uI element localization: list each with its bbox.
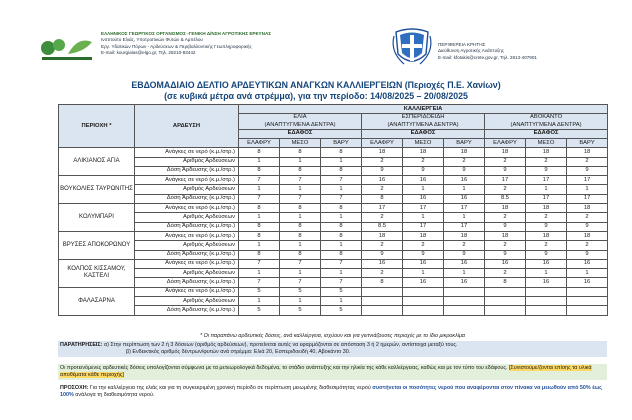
value-cell: 1 [321,157,362,166]
irrigation-metric-label: Ανάγκες σε νερό (κ.μ./στρ.) [135,287,239,296]
value-cell: 1 [444,213,485,222]
irrigation-metric-label: Αριθμός Αρδεύσεων [135,213,239,222]
value-cell: 9 [403,250,444,259]
value-cell: 1 [280,241,321,250]
value-cell: 7 [239,176,280,185]
soil-medium: ΜΕΣΟ [403,139,444,148]
value-cell: 1 [321,269,362,278]
irrigation-metric-label: Ανάγκες σε νερό (κ.μ./στρ.) [135,231,239,240]
institute-info [101,31,271,56]
irrigation-column-header: ΑΡΔΕΥΣΗ [135,105,239,148]
value-cell: 16 [444,176,485,185]
value-cell: 7 [321,278,362,287]
attention-text: Για την καλλιέργεια της ελιάς και για τη συγκεκριμένη χρονική περίοδο σε περίπτωση μειωμένης διαθεσιμότητας νερού [89,385,371,391]
value-cell: 2 [526,157,567,166]
value-cell: 1 [239,241,280,250]
value-cell: 18 [526,204,567,213]
value-cell: 17 [444,204,485,213]
value-cell: 8 [280,148,321,157]
value-cell [485,287,526,296]
value-cell: 8 [485,278,526,287]
value-cell: 1 [321,297,362,306]
value-cell [444,306,485,315]
soil-medium: ΜΕΣΟ [280,139,321,148]
value-cell: 9 [403,166,444,175]
value-cell: 18 [362,231,403,240]
region-name: ΚΟΛΥΜΠΑΡΙ [59,204,135,232]
value-cell: 16 [526,259,567,268]
crops-header: ΚΑΛΛΙΕΡΓΕΙΑ [239,105,608,114]
irrigation-metric-label: Ανάγκες σε νερό (κ.μ./στρ.) [135,259,239,268]
value-cell: 8 [280,204,321,213]
region-column-header: ΠΕΡΙΟΧΗ * [59,105,135,148]
value-cell [362,297,403,306]
value-cell: 1 [321,213,362,222]
value-cell: 5 [280,287,321,296]
table-row [59,278,608,287]
value-cell: 2 [362,269,403,278]
value-cell: 18 [485,148,526,157]
irrigation-metric-label: Ανάγκες σε νερό (κ.μ./στρ.) [135,204,239,213]
value-cell: 7 [321,259,362,268]
value-cell [485,297,526,306]
table-row [59,287,608,296]
value-cell: 7 [239,194,280,203]
value-cell: 2 [526,241,567,250]
irrigation-metric-label: Ανάγκες σε νερό (κ.μ./στρ.) [135,176,239,185]
value-cell: 16 [403,278,444,287]
region-contact: E-mail: kfotakis@crete.gov.gr, Τηλ. 2813-407901 [438,54,537,60]
soil-medium: ΜΕΣΟ [526,139,567,148]
value-cell: 5 [321,287,362,296]
table-row [59,148,608,157]
table-row [59,259,608,268]
value-cell: 2 [485,269,526,278]
institute-line-2: Ινστιτούτο Ελιάς, Υποτροπικών Φυτών & Αμπέλου [101,37,203,43]
value-cell: 16 [403,176,444,185]
soil-header: ΕΔΑΦΟΣ [362,129,485,138]
value-cell: 18 [567,148,608,157]
value-cell: 8 [239,148,280,157]
value-cell: 2 [567,213,608,222]
value-cell: 16 [403,194,444,203]
value-cell [362,287,403,296]
value-cell: 8 [321,166,362,175]
irrigation-metric-label: Δόση Άρδευσης (κ.μ./στρ.) [135,166,239,175]
value-cell: 9 [362,250,403,259]
value-cell: 7 [280,278,321,287]
value-cell: 2 [485,185,526,194]
table-row [59,166,608,175]
remark-a: α) Στην περίπτωση των 2 ή 3 δόσεων (αριθμός αρδεύσεων), προτείνεται αυτές να εφαρμόζονται σε απόσταση 3 ή 2 ημερών, αντίστοιχα μεταξύ τους. [103,342,458,348]
value-cell: 8 [321,204,362,213]
value-cell: 8 [239,222,280,231]
value-cell: 9 [444,250,485,259]
greek-coat-of-arms-icon [390,26,434,70]
table-row [59,231,608,240]
method-note [58,364,607,380]
value-cell: 1 [403,269,444,278]
value-cell: 7 [280,259,321,268]
soil-heavy: ΒΑΡΥ [321,139,362,148]
value-cell: 7 [239,259,280,268]
region-name: ΒΡΥΣΕΣ ΑΠΟΚΟΡΩΝΟΥ [59,231,135,259]
institute-contact: E-mail: kourgialas@elgo.gr, Τηλ. 28210-83442 [101,49,196,55]
method-text: Οι προτεινόμενες αρδευτικές δόσεις υπολογίζονται σύμφωνα με τα μετεωρολογικά δεδομένα, το στάδιο ανάπτυξης και την ηλικία της κάθε καλλιέργειας, καθώς και με τον τύπο του εδάφους. [60,365,508,371]
value-cell: 17 [567,194,608,203]
value-cell: 8 [362,278,403,287]
value-cell: 1 [403,185,444,194]
value-cell: 1 [526,185,567,194]
irrigation-metric-label: Αριθμός Αρδεύσεων [135,269,239,278]
soil-header: ΕΔΑΦΟΣ [239,129,362,138]
value-cell: 18 [403,148,444,157]
value-cell: 2 [444,157,485,166]
footnote: * Οι παραπάνω αρδευτικές δόσεις, ανά καλλιέργεια, ισχύουν και για γειτνιάζουσες περιοχές με το ίδιο μικροκλίμα [200,333,465,339]
irrigation-metric-label: Δόση Άρδευσης (κ.μ./στρ.) [135,306,239,315]
value-cell: 9 [485,222,526,231]
region-name: ΑΛΙΚΙΑΝΟΣ ΑΓΙΑ [59,148,135,176]
region-line-2: Διεύθυνση Αγροτικής Ανάπτυξης [438,48,504,54]
irrigation-metric-label: Αριθμός Αρδεύσεων [135,297,239,306]
table-row [59,250,608,259]
value-cell: 17 [526,176,567,185]
value-cell: 18 [444,148,485,157]
value-cell: 8.5 [485,194,526,203]
value-cell: 1 [444,185,485,194]
soil-heavy: ΒΑΡΥ [444,139,485,148]
value-cell: 9 [526,222,567,231]
value-cell: 8.5 [362,222,403,231]
value-cell: 2 [485,213,526,222]
value-cell: 8 [239,204,280,213]
value-cell [403,306,444,315]
crop-header-olive: ΕΛΙΑ (ΑΝΑΠΤΥΓΜΕΝΑ ΔΕΝΤΡΑ) [239,114,362,129]
irrigation-metric-label: Αριθμός Αρδεύσεων [135,185,239,194]
value-cell [362,306,403,315]
value-cell: 8 [321,222,362,231]
table-row [59,204,608,213]
bulletin-period: (σε κυβικά μέτρα ανά στρέμμα), για την περίοδο: 14/08/2025 – 20/08/2025 [164,91,468,101]
value-cell [403,287,444,296]
table-row [59,213,608,222]
soil-header: ΕΔΑΦΟΣ [485,129,608,138]
attention-end: ανάλογα τη διαθεσιμότητα νερού. [75,392,155,398]
irrigation-table [58,104,608,316]
value-cell: 8 [239,231,280,240]
remarks-label: ΠΑΡΑΤΗΡΗΣΕΙΣ: [60,342,103,348]
irrigation-metric-label: Αριθμός Αρδεύσεων [135,157,239,166]
table-row [59,157,608,166]
table-row [59,222,608,231]
value-cell [403,297,444,306]
value-cell: 2 [485,157,526,166]
region-name: ΦΑΛΑΣΑΡΝΑ [59,287,135,315]
value-cell: 18 [567,204,608,213]
table-row [59,185,608,194]
value-cell: 9 [567,222,608,231]
value-cell: 2 [526,213,567,222]
value-cell: 9 [526,250,567,259]
value-cell: 8 [280,166,321,175]
institute-line-1: ΕΛΛΗΝΙΚΟΣ ΓΕΩΡΓΙΚΟΣ ΟΡΓΑΝΙΣΜΟΣ -ΓΕΝΙΚΗ Δ/ΝΣΗ ΑΓΡΟΤΙΚΗΣ ΕΡΕΥΝΑΣ [101,31,272,36]
value-cell: 1 [321,241,362,250]
value-cell: 16 [485,259,526,268]
table-row [59,297,608,306]
value-cell: 5 [239,306,280,315]
value-cell [526,297,567,306]
institute-line-3: Εργ. Υδατικών Πόρων - Αρδεύσεων & Περιβαλλοντικής Γεωπληροφορικής [101,43,252,49]
value-cell: 9 [485,250,526,259]
region-info [438,42,537,61]
value-cell: 8 [321,148,362,157]
soil-light: ΕΛΑΦΡΥ [485,139,526,148]
value-cell: 16 [567,278,608,287]
value-cell: 18 [362,148,403,157]
value-cell [526,306,567,315]
value-cell: 8 [321,231,362,240]
irrigation-metric-label: Δόση Άρδευσης (κ.μ./στρ.) [135,250,239,259]
value-cell: 17 [485,176,526,185]
value-cell: 7 [321,194,362,203]
value-cell: 16 [444,194,485,203]
irrigation-metric-label: Δόση Άρδευσης (κ.μ./στρ.) [135,278,239,287]
value-cell: 8 [239,250,280,259]
value-cell: 18 [526,231,567,240]
remarks-box [58,341,607,357]
value-cell [444,297,485,306]
value-cell: 1 [444,269,485,278]
value-cell: 9 [526,166,567,175]
table-row [59,306,608,315]
region-name: ΚΟΛΠΟΣ ΚΙΣΣΑΜΟΥ, ΚΑΣΤΕΛΙ [59,259,135,287]
value-cell [567,297,608,306]
value-cell: 7 [280,194,321,203]
value-cell: 1 [239,297,280,306]
value-cell: 8 [321,250,362,259]
value-cell: 7 [321,176,362,185]
remark-b: β) Ενδεικτικός αριθμός δέντρων/φυτών ανά στρέμμα: Ελιά 20, Εσπεριδοειδή 40, Αβοκάντο 30. [126,349,351,355]
value-cell: 1 [239,157,280,166]
value-cell: 2 [362,241,403,250]
value-cell [567,306,608,315]
irrigation-metric-label: Αριθμός Αρδεύσεων [135,241,239,250]
value-cell: 5 [280,306,321,315]
soil-light: ΕΛΑΦΡΥ [239,139,280,148]
value-cell: 18 [567,231,608,240]
value-cell: 16 [526,278,567,287]
value-cell: 1 [239,269,280,278]
elgo-logo-icon [38,34,96,64]
value-cell: 1 [239,213,280,222]
value-cell: 18 [485,204,526,213]
table-row [59,194,608,203]
value-cell: 16 [362,176,403,185]
value-cell: 5 [321,306,362,315]
attention-emphasis: συστήνεται οι ποσότητες νερού που αναφέρονται στον πίνακα να μειωθούν από 50% έως 100% [60,385,602,398]
value-cell [526,287,567,296]
value-cell: 17 [526,194,567,203]
value-cell: 16 [444,278,485,287]
value-cell: 1 [321,185,362,194]
region-name: ΒΟΥΚΟΛΙΕΣ ΤΑΥΡΩΝΙΤΗΣ [59,176,135,204]
region-line-1: ΠΕΡΙΦΕΡΕΙΑ ΚΡΗΤΗΣ [438,42,486,47]
value-cell: 1 [280,297,321,306]
value-cell: 7 [239,278,280,287]
method-highlight: [Συνιστούμε/ζονται επίσης τα υλικά αποθέματα κάθε περιοχής] [60,365,592,378]
value-cell: 1 [280,269,321,278]
value-cell: 8 [280,222,321,231]
value-cell: 1 [280,185,321,194]
attention-label: ΠΡΟΣΟΧΗ: [60,385,89,391]
value-cell: 9 [567,166,608,175]
bulletin-title: ΕΒΔΟΜΑΔΙΑΙΟ ΔΕΛΤΙΟ ΑΡΔΕΥΤΙΚΩΝ ΑΝΑΓΚΩΝ ΚΑΛΛΙΕΡΓΕΙΩΝ (Περιοχές Π.Ε. Χανίων) [131,80,501,90]
value-cell: 18 [526,148,567,157]
attention-note [58,384,607,400]
document-header [0,0,632,78]
value-cell: 2 [444,241,485,250]
value-cell: 1 [239,185,280,194]
value-cell: 17 [567,176,608,185]
value-cell: 2 [362,213,403,222]
value-cell: 1 [526,269,567,278]
value-cell: 2 [362,185,403,194]
value-cell: 1 [403,213,444,222]
table-row [59,176,608,185]
value-cell: 17 [403,222,444,231]
irrigation-metric-label: Δόση Άρδευσης (κ.μ./στρ.) [135,194,239,203]
value-cell: 18 [485,231,526,240]
value-cell [567,287,608,296]
value-cell: 16 [403,259,444,268]
value-cell: 1 [567,185,608,194]
soil-light: ΕΛΑΦΡΥ [362,139,403,148]
table-row [59,241,608,250]
value-cell: 8 [239,166,280,175]
crop-header-citrus: ΕΣΠΕΡΙΔΟΕΙΔΗ (ΑΝΑΠΤΥΓΜΕΝΑ ΔΕΝΤΡΑ) [362,114,485,129]
value-cell: 9 [567,250,608,259]
value-cell: 9 [444,166,485,175]
value-cell: 2 [403,241,444,250]
value-cell: 1 [280,213,321,222]
value-cell: 17 [403,204,444,213]
irrigation-metric-label: Δόση Άρδευσης (κ.μ./στρ.) [135,222,239,231]
irrigation-metric-label: Ανάγκες σε νερό (κ.μ./στρ.) [135,148,239,157]
table-body [59,148,608,315]
value-cell: 8 [280,250,321,259]
value-cell [485,306,526,315]
value-cell [444,287,485,296]
value-cell: 17 [362,204,403,213]
value-cell: 8 [280,231,321,240]
value-cell: 2 [485,241,526,250]
value-cell: 17 [444,222,485,231]
value-cell: 8 [362,194,403,203]
crop-header-avocado: ΑΒΟΚΑΝΤΟ (ΑΝΑΠΤΥΓΜΕΝΑ ΔΕΝΤΡΑ) [485,114,608,129]
value-cell: 16 [444,259,485,268]
value-cell: 9 [485,166,526,175]
value-cell: 9 [362,166,403,175]
value-cell: 7 [280,176,321,185]
value-cell: 2 [567,241,608,250]
value-cell: 2 [362,157,403,166]
soil-heavy: ΒΑΡΥ [567,139,608,148]
value-cell: 2 [403,157,444,166]
value-cell: 16 [567,259,608,268]
table-row [59,269,608,278]
value-cell: 2 [567,157,608,166]
value-cell: 1 [280,157,321,166]
value-cell: 5 [239,287,280,296]
value-cell: 16 [362,259,403,268]
value-cell: 1 [567,269,608,278]
value-cell: 18 [444,231,485,240]
value-cell: 18 [403,231,444,240]
